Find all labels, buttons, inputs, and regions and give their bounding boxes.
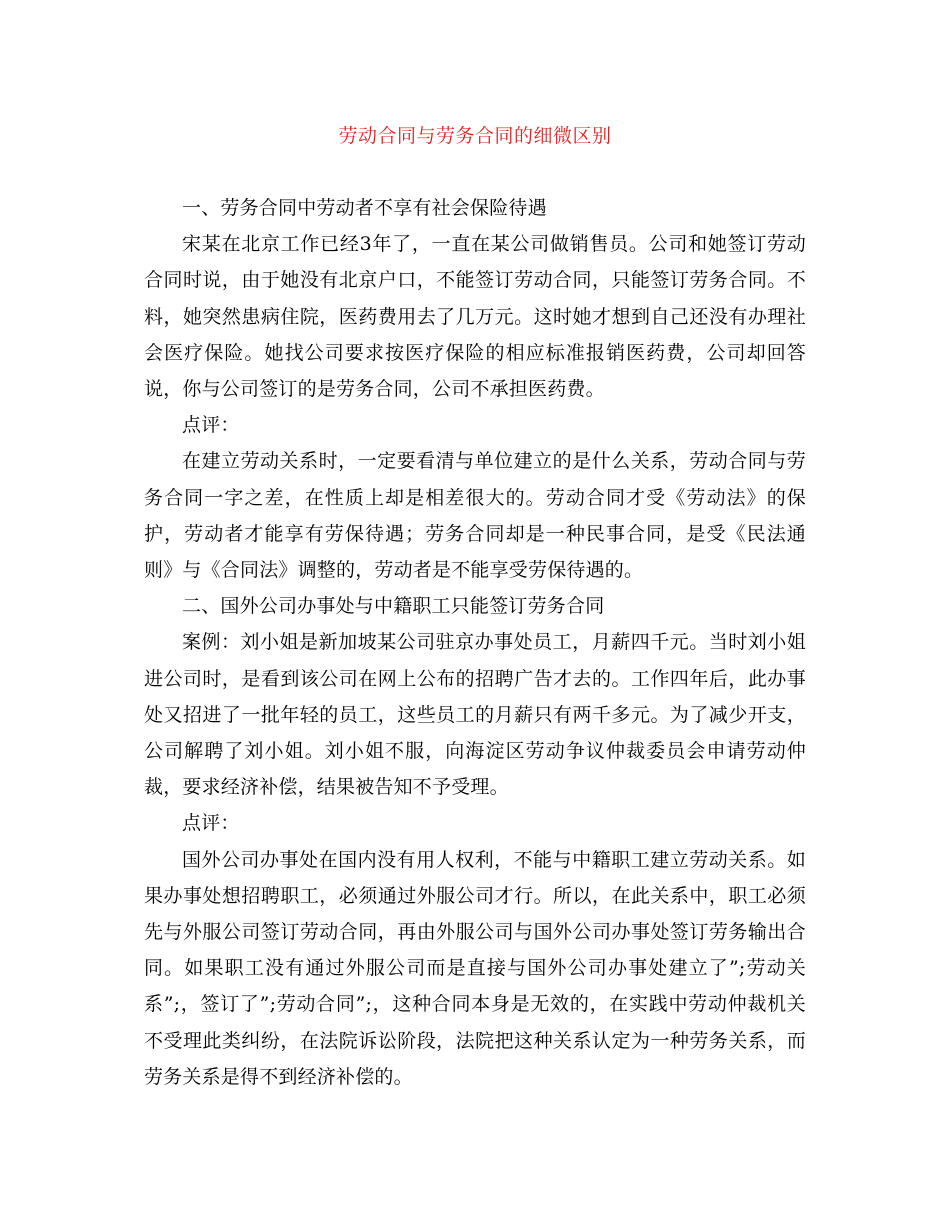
- document-body: [144, 190, 806, 1095]
- section-heading-1: 一、劳务合同中劳动者不享有社会保险待遇: [182, 197, 547, 219]
- case-paragraph-2: 案例：刘小姐是新加坡某公司驻京办事处员工，月薪四千元。当时刘小姐进公司时，是看到该公司在网上公布的招聘广告才去的。工作四年后，此办事处又招进了一批年轻的员工，这些员工的月薪只有两千多元。为了减少开支，公司解聘了刘小姐。刘小姐不服，向海淀区劳动争议仲裁委员会申请劳动仲裁，要求经济补偿，结果被告知不予受理。: [144, 631, 806, 799]
- case-paragraph-1: 宋某在北京工作已经3年了，一直在某公司做销售员。公司和她签订劳动合同时说，由于她没有北京户口，不能签订劳动合同，只能签订劳务合同。不料，她突然患病住院，医药费用去了几万元。这时她才想到自己还没有办理社会医疗保险。她找公司要求按医疗保险的相应标准报销医药费，公司却回答说，你与公司签订的是劳务合同，公司不承担医药费。: [144, 233, 806, 401]
- document-title: 劳动合同与劳务合同的细微区别: [338, 125, 612, 147]
- comment-label-1: 点评：: [182, 414, 240, 437]
- section-heading-2: 二、国外公司办事处与中籍职工只能签订劳务合同: [182, 595, 605, 618]
- comment-label-2: 点评：: [182, 812, 240, 835]
- comment-paragraph-1: 在建立劳动关系时，一定要看清与单位建立的是什么关系，劳动合同与劳务合同一字之差，在性质上却是相差很大的。劳动合同才受《劳动法》的保护，劳动者才能享有劳保待遇；劳务合同却是一种民事合同，是受《民法通则》与《合同法》调整的，劳动者是不能享受劳保待遇的。: [144, 450, 806, 582]
- comment-paragraph-2: 国外公司办事处在国内没有用人权利，不能与中籍职工建立劳动关系。如果办事处想招聘职工，必须通过外服公司才行。所以，在此关系中，职工必须先与外服公司签订劳动合同，再由外服公司与国外公司办事处签订劳务输出合同。如果职工没有通过外服公司而是直接与国外公司办事处建立了”;劳动关系”;，签订了”;劳动合同”;，这种合同本身是无效的，在实践中劳动仲裁机关不受理此类纠纷，在法院诉讼阶段，法院把这种关系认定为一种劳务关系，而劳务关系是得不到经济补偿的。: [144, 848, 806, 1088]
